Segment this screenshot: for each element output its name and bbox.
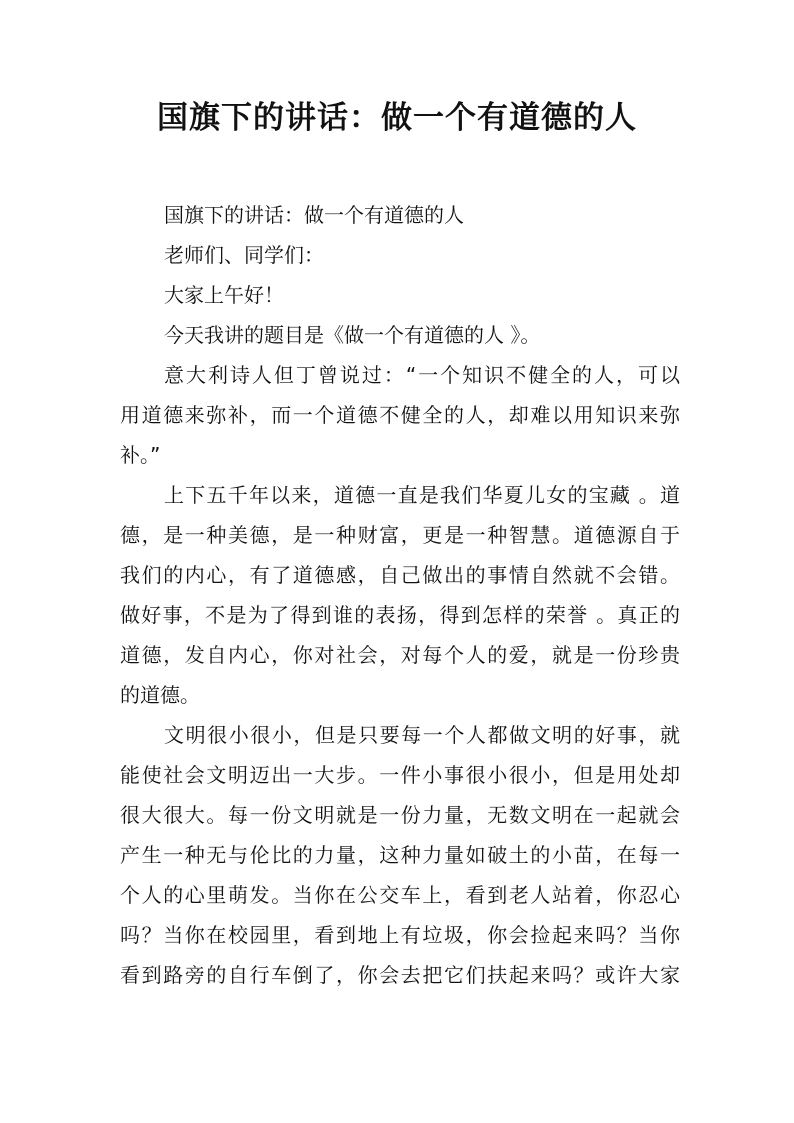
document-title: 国旗下的讲话：做一个有道德的人 [157, 100, 637, 136]
text-line: 用道德来弥补，而一个道德不健全的人，却难以用知识来弥 [120, 403, 680, 427]
text-line: 文明很小很小，但是只要每一个人都做文明的好事，就 [164, 723, 680, 747]
document-body [120, 195, 680, 995]
subtitle-line: 国旗下的讲话：做一个有道德的人 [164, 203, 464, 227]
text-line: 我们的内心，有了道德感，自己做出的事情自然就不会错。 [120, 563, 680, 587]
paragraph-dante-quote [120, 355, 680, 475]
text-line: 很大很大。每一份文明就是一份力量，无数文明在一起就会 [120, 803, 680, 827]
text-line: 产生一种无与伦比的力量，这种力量如破土的小苗，在每一 [120, 843, 680, 867]
paragraph-morality-heritage [120, 475, 680, 715]
salutation-line: 老师们、同学们： [164, 243, 324, 267]
text-line: 做好事，不是为了得到谁的表扬，得到怎样的荣誉 。真正的 [120, 603, 680, 627]
greeting-line: 大家上午好！ [164, 283, 284, 307]
text-line: 意大利诗人但丁曾说过：“一个知识不健全的人，可以 [164, 363, 680, 387]
text-line: 道德，发自内心，你对社会，对每个人的爱，就是一份珍贵 [120, 643, 680, 667]
text-line: 的道德。 [120, 683, 200, 707]
text-line: 上下五千年以来，道德一直是我们华夏儿女的宝藏 。道 [164, 483, 680, 507]
text-line: 补。” [120, 443, 161, 467]
paragraph-civility [120, 715, 680, 995]
text-line: 德，是一种美德，是一种财富，更是一种智慧。道德源自于 [120, 523, 680, 547]
text-line: 看到路旁的自行车倒了，你会去把它们扶起来吗？或许大家 [120, 963, 680, 987]
text-line: 吗？当你在校园里，看到地上有垃圾，你会捡起来吗？当你 [120, 923, 680, 947]
topic-line: 今天我讲的题目是《做一个有道德的人 》。 [164, 323, 541, 347]
text-line: 个人的心里萌发。当你在公交车上，看到老人站着，你忍心 [120, 883, 680, 907]
text-line: 能使社会文明迈出一大步。一件小事很小很小，但是用处却 [120, 763, 680, 787]
